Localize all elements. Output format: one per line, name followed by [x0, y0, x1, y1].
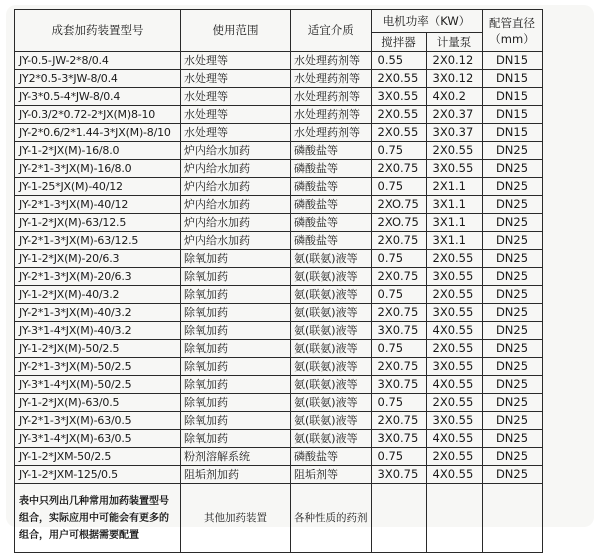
header-power: 电机功率（KW）: [371, 10, 482, 33]
medium-cell: 水处理药剂等: [291, 106, 372, 124]
model-cell: JY-2*1-3*JX(M)-63/12.5: [15, 232, 181, 250]
medium-cell: 磷酸盐等: [291, 214, 372, 232]
table-row: [15, 106, 543, 124]
medium-cell: 水处理药剂等: [291, 52, 372, 70]
model-cell: JY-1-25*JX(M)-40/12: [15, 178, 181, 196]
usage-cell: 炉内给水加药: [181, 196, 291, 214]
table-row: [15, 214, 543, 232]
usage-cell: 炉内给水加药: [181, 232, 291, 250]
pipe-diameter-cell: DN25: [482, 268, 542, 286]
header-pipe: 配管直径（mm）: [482, 10, 542, 52]
table-row: [15, 412, 543, 430]
footer-usage: 其他加药装置: [181, 484, 291, 553]
pump-power-cell: 3X0.12: [426, 70, 482, 88]
model-cell: JY-1-2*JX(M)-63/12.5: [15, 214, 181, 232]
table-row: [15, 250, 543, 268]
pipe-diameter-cell: DN25: [482, 412, 542, 430]
usage-cell: 阻垢剂加药: [181, 466, 291, 484]
footer-empty-mixer: [371, 484, 426, 553]
pipe-diameter-cell: DN25: [482, 304, 542, 322]
pump-power-cell: 2X0.55: [426, 394, 482, 412]
pipe-diameter-cell: DN25: [482, 196, 542, 214]
footer-empty-pipe: [482, 484, 542, 553]
medium-cell: 氨(联氨)液等: [291, 412, 372, 430]
pipe-diameter-cell: DN25: [482, 214, 542, 232]
mixer-power-cell: 0.75: [371, 286, 426, 304]
pipe-diameter-cell: DN15: [482, 88, 542, 106]
pump-power-cell: 3X0.37: [426, 124, 482, 142]
pump-power-cell: 3X1.1: [426, 196, 482, 214]
pipe-diameter-cell: DN25: [482, 448, 542, 466]
model-cell: JY-3*1-4*JX(M)-63/0.5: [15, 430, 181, 448]
pipe-diameter-cell: DN25: [482, 250, 542, 268]
table-row: [15, 430, 543, 448]
model-cell: JY-1-2*JXM-125/0.5: [15, 466, 181, 484]
table-row: [15, 88, 543, 106]
mixer-power-cell: 3X0.55: [371, 88, 426, 106]
mixer-power-cell: 0.75: [371, 178, 426, 196]
usage-cell: 水处理等: [181, 106, 291, 124]
model-cell: JY-2*1-3*JX(M)-20/6.3: [15, 268, 181, 286]
model-cell: JY-3*1-4*JX(M)-50/2.5: [15, 376, 181, 394]
table-row: [15, 304, 543, 322]
mixer-power-cell: 2X0.55: [371, 70, 426, 88]
pump-power-cell: 4X0.55: [426, 430, 482, 448]
medium-cell: 氨(联氨)液等: [291, 358, 372, 376]
table-row: [15, 322, 543, 340]
medium-cell: 磷酸盐等: [291, 160, 372, 178]
medium-cell: 氨(联氨)液等: [291, 268, 372, 286]
usage-cell: 炉内给水加药: [181, 178, 291, 196]
pump-power-cell: 3X0.55: [426, 412, 482, 430]
usage-cell: 水处理等: [181, 70, 291, 88]
model-cell: JY-2*0.6/2*1.44-3*JX(M)-8/10: [15, 124, 181, 142]
table-row: [15, 196, 543, 214]
pump-power-cell: 3X1.1: [426, 214, 482, 232]
table-row: [15, 178, 543, 196]
mixer-power-cell: 3X0.75: [371, 466, 426, 484]
pump-power-cell: 4X0.55: [426, 322, 482, 340]
pump-power-cell: 2X1.1: [426, 178, 482, 196]
pipe-diameter-cell: DN25: [482, 178, 542, 196]
model-cell: JY-3*1-4*JX(M)-40/3.2: [15, 322, 181, 340]
pump-power-cell: 3X0.55: [426, 304, 482, 322]
footer-empty-pump: [426, 484, 482, 553]
header-pump: 计量泵: [426, 33, 482, 52]
header-usage: 使用范围: [181, 10, 291, 52]
model-cell: JY-1-2*JX(M)-20/6.3: [15, 250, 181, 268]
pump-power-cell: 3X0.55: [426, 358, 482, 376]
mixer-power-cell: 2X0.75: [371, 232, 426, 250]
table-row: [15, 286, 543, 304]
table-row: [15, 466, 543, 484]
usage-cell: 水处理等: [181, 124, 291, 142]
pump-power-cell: 3X1.1: [426, 232, 482, 250]
mixer-power-cell: 2X0.75: [371, 412, 426, 430]
model-cell: JY-2*1-3*JX(M)-63/0.5: [15, 412, 181, 430]
pipe-diameter-cell: DN15: [482, 52, 542, 70]
table-row: [15, 376, 543, 394]
medium-cell: 氨(联氨)液等: [291, 430, 372, 448]
medium-cell: 氨(联氨)液等: [291, 376, 372, 394]
table-row: [15, 52, 543, 70]
usage-cell: 除氧加药: [181, 340, 291, 358]
mixer-power-cell: 0.75: [371, 250, 426, 268]
usage-cell: 粉剂溶解系统: [181, 448, 291, 466]
mixer-power-cell: 0.75: [371, 448, 426, 466]
table-row: [15, 124, 543, 142]
pipe-diameter-cell: DN25: [482, 430, 542, 448]
medium-cell: 阻垢剂等: [291, 466, 372, 484]
medium-cell: 磷酸盐等: [291, 196, 372, 214]
medium-cell: 氨(联氨)液等: [291, 394, 372, 412]
pump-power-cell: 2X0.12: [426, 52, 482, 70]
model-cell: JY-2*1-3*JX(M)-40/3.2: [15, 304, 181, 322]
pump-power-cell: 2X0.55: [426, 340, 482, 358]
medium-cell: 磷酸盐等: [291, 448, 372, 466]
mixer-power-cell: 2XO.75: [371, 196, 426, 214]
model-cell: JY2*0.5-3*JW-8/0.4: [15, 70, 181, 88]
mixer-power-cell: 3X0.75: [371, 430, 426, 448]
mixer-power-cell: 2X0.75: [371, 358, 426, 376]
usage-cell: 除氧加药: [181, 394, 291, 412]
usage-cell: 水处理等: [181, 88, 291, 106]
model-cell: JY-1-2*JX(M)-16/8.0: [15, 142, 181, 160]
pump-power-cell: 3X0.55: [426, 160, 482, 178]
mixer-power-cell: 3X0.75: [371, 322, 426, 340]
pipe-diameter-cell: DN25: [482, 376, 542, 394]
table-row: [15, 448, 543, 466]
usage-cell: 炉内给水加药: [181, 214, 291, 232]
pipe-diameter-cell: DN25: [482, 340, 542, 358]
table-row: [15, 394, 543, 412]
pipe-diameter-cell: DN25: [482, 322, 542, 340]
pump-power-cell: 4X0.2: [426, 88, 482, 106]
usage-cell: 炉内给水加药: [181, 160, 291, 178]
spec-sheet: [6, 5, 594, 541]
usage-cell: 除氧加药: [181, 304, 291, 322]
usage-cell: 水处理等: [181, 52, 291, 70]
usage-cell: 除氧加药: [181, 430, 291, 448]
table-row: [15, 268, 543, 286]
usage-cell: 除氧加药: [181, 268, 291, 286]
mixer-power-cell: 2X0.75: [371, 268, 426, 286]
medium-cell: 水处理药剂等: [291, 70, 372, 88]
usage-cell: 除氧加药: [181, 322, 291, 340]
model-cell: JY-2*1-3*JX(M)-50/2.5: [15, 358, 181, 376]
table-row: [15, 340, 543, 358]
medium-cell: 磷酸盐等: [291, 232, 372, 250]
table-row: [15, 142, 543, 160]
model-cell: JY-1-2*JX(M)-63/0.5: [15, 394, 181, 412]
header-model: 成套加药装置型号: [15, 10, 181, 52]
model-cell: JY-1-2*JX(M)-40/3.2: [15, 286, 181, 304]
table-body: [15, 52, 543, 484]
medium-cell: 氨(联氨)液等: [291, 286, 372, 304]
usage-cell: 除氧加药: [181, 412, 291, 430]
table-row: [15, 232, 543, 250]
pipe-diameter-cell: DN25: [482, 160, 542, 178]
pipe-diameter-cell: DN25: [482, 142, 542, 160]
mixer-power-cell: 0.75: [371, 142, 426, 160]
model-cell: JY-2*1-3*JX(M)-40/12: [15, 196, 181, 214]
pump-power-cell: 2X0.55: [426, 142, 482, 160]
pipe-diameter-cell: DN25: [482, 286, 542, 304]
table-row: [15, 70, 543, 88]
pipe-diameter-cell: DN25: [482, 466, 542, 484]
footer-medium: 各种性质的药剂: [291, 484, 372, 553]
model-cell: JY-2*1-3*JX(M)-16/8.0: [15, 160, 181, 178]
table-footer-row: [15, 484, 543, 553]
medium-cell: 氨(联氨)液等: [291, 250, 372, 268]
model-cell: JY-0.3/2*0.72-2*JX(M)8-10: [15, 106, 181, 124]
medium-cell: 磷酸盐等: [291, 142, 372, 160]
pump-power-cell: 3X0.55: [426, 268, 482, 286]
pipe-diameter-cell: DN15: [482, 106, 542, 124]
model-cell: JY-0.5-JW-2*8/0.4: [15, 52, 181, 70]
header-mixer: 搅拌器: [371, 33, 426, 52]
pipe-diameter-cell: DN15: [482, 124, 542, 142]
usage-cell: 除氧加药: [181, 286, 291, 304]
mixer-power-cell: 0.75: [371, 394, 426, 412]
mixer-power-cell: 2X0.75: [371, 160, 426, 178]
medium-cell: 水处理药剂等: [291, 124, 372, 142]
dosing-device-spec-table: [14, 9, 543, 553]
medium-cell: 水处理药剂等: [291, 88, 372, 106]
pump-power-cell: 4X0.55: [426, 376, 482, 394]
pump-power-cell: 2X0.55: [426, 448, 482, 466]
model-cell: JY-1-2*JX(M)-50/2.5: [15, 340, 181, 358]
table-row: [15, 160, 543, 178]
pipe-diameter-cell: DN25: [482, 358, 542, 376]
mixer-power-cell: 2X0.55: [371, 106, 426, 124]
pump-power-cell: 2X0.37: [426, 106, 482, 124]
pump-power-cell: 2X0.55: [426, 250, 482, 268]
pipe-diameter-cell: DN25: [482, 232, 542, 250]
table-row: [15, 358, 543, 376]
model-cell: JY-3*0.5-4*JW-8/0.4: [15, 88, 181, 106]
model-cell: JY-1-2*JXM-50/2.5: [15, 448, 181, 466]
mixer-power-cell: 2X0.55: [371, 124, 426, 142]
mixer-power-cell: 3X0.75: [371, 376, 426, 394]
mixer-power-cell: 2XO.75: [371, 214, 426, 232]
usage-cell: 炉内给水加药: [181, 142, 291, 160]
mixer-power-cell: 2X0.75: [371, 304, 426, 322]
usage-cell: 除氧加药: [181, 250, 291, 268]
medium-cell: 氨(联氨)液等: [291, 322, 372, 340]
medium-cell: 氨(联氨)液等: [291, 340, 372, 358]
pipe-diameter-cell: DN15: [482, 70, 542, 88]
pump-power-cell: 2X0.55: [426, 286, 482, 304]
medium-cell: 氨(联氨)液等: [291, 304, 372, 322]
medium-cell: 磷酸盐等: [291, 178, 372, 196]
header-medium: 适宜介质: [291, 10, 372, 52]
mixer-power-cell: 0.55: [371, 52, 426, 70]
footer-note: 表中只列出几种常用加药装置型号组合，实际应用中可能会有更多的组合，用户可根据需要配置: [15, 484, 181, 553]
mixer-power-cell: 0.75: [371, 340, 426, 358]
pipe-diameter-cell: DN25: [482, 394, 542, 412]
pump-power-cell: 4X0.55: [426, 466, 482, 484]
usage-cell: 除氧加药: [181, 358, 291, 376]
usage-cell: 除氧加药: [181, 376, 291, 394]
